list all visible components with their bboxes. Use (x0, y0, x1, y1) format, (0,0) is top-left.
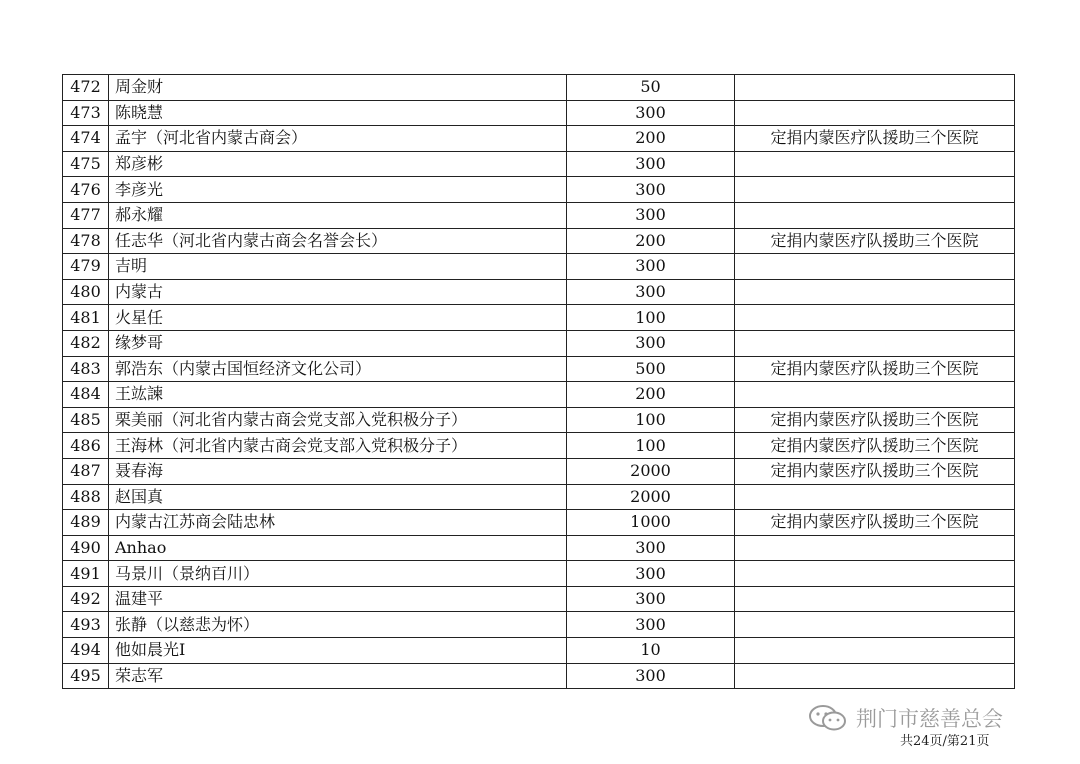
table-row (63, 254, 1015, 280)
table-row (63, 663, 1015, 689)
row-number: 488 (63, 484, 109, 510)
donation-note (735, 382, 1015, 408)
donation-amount: 300 (567, 202, 735, 228)
row-number: 473 (63, 100, 109, 126)
donation-amount: 100 (567, 433, 735, 459)
row-number: 474 (63, 126, 109, 152)
row-number: 491 (63, 561, 109, 587)
donation-note (735, 75, 1015, 101)
donor-name: 他如晨光I (109, 638, 567, 664)
table-row (63, 356, 1015, 382)
donation-amount: 300 (567, 279, 735, 305)
row-number: 495 (63, 663, 109, 689)
donor-name: 赵国真 (109, 484, 567, 510)
donor-name: Anhao (109, 535, 567, 561)
donation-note (735, 586, 1015, 612)
donation-amount: 1000 (567, 510, 735, 536)
table-row (63, 228, 1015, 254)
row-number: 481 (63, 305, 109, 331)
donation-amount: 200 (567, 126, 735, 152)
donation-note (735, 100, 1015, 126)
row-number: 485 (63, 407, 109, 433)
donation-note (735, 279, 1015, 305)
table-row (63, 382, 1015, 408)
donor-name: 栗美丽（河北省内蒙古商会党支部入党积极分子） (109, 407, 567, 433)
donation-note: 定捐内蒙医疗队援助三个医院 (735, 458, 1015, 484)
donation-note (735, 663, 1015, 689)
donation-amount: 50 (567, 75, 735, 101)
donation-note (735, 177, 1015, 203)
donation-note: 定捐内蒙医疗队援助三个医院 (735, 228, 1015, 254)
donation-amount: 300 (567, 100, 735, 126)
donation-table (62, 74, 1015, 689)
donation-note (735, 535, 1015, 561)
donation-note (735, 484, 1015, 510)
donation-note (735, 561, 1015, 587)
table-row (63, 305, 1015, 331)
donation-note: 定捐内蒙医疗队援助三个医院 (735, 433, 1015, 459)
donation-amount: 100 (567, 305, 735, 331)
row-number: 492 (63, 586, 109, 612)
row-number: 490 (63, 535, 109, 561)
row-number: 475 (63, 151, 109, 177)
donor-name: 孟宇（河北省内蒙古商会） (109, 126, 567, 152)
table-row (63, 433, 1015, 459)
table-row (63, 535, 1015, 561)
row-number: 480 (63, 279, 109, 305)
row-number: 482 (63, 330, 109, 356)
donation-note: 定捐内蒙医疗队援助三个医院 (735, 126, 1015, 152)
donor-name: 吉明 (109, 254, 567, 280)
donor-name: 周金财 (109, 75, 567, 101)
donor-name: 王竑諫 (109, 382, 567, 408)
donation-note: 定捐内蒙医疗队援助三个医院 (735, 510, 1015, 536)
donation-amount: 100 (567, 407, 735, 433)
donation-amount: 300 (567, 177, 735, 203)
donor-name: 内蒙古 (109, 279, 567, 305)
table-row (63, 100, 1015, 126)
donor-name: 张静（以慈悲为怀） (109, 612, 567, 638)
donation-amount: 300 (567, 535, 735, 561)
donor-name: 任志华（河北省内蒙古商会名誉会长） (109, 228, 567, 254)
table-row (63, 484, 1015, 510)
donor-name: 温建平 (109, 586, 567, 612)
donor-name: 马景川（景纳百川） (109, 561, 567, 587)
row-number: 493 (63, 612, 109, 638)
donor-name: 郭浩东（内蒙古国恒经济文化公司） (109, 356, 567, 382)
donation-note: 定捐内蒙医疗队援助三个医院 (735, 356, 1015, 382)
donor-name: 缘梦哥 (109, 330, 567, 356)
donation-note (735, 330, 1015, 356)
donor-name: 火星任 (109, 305, 567, 331)
table-row (63, 202, 1015, 228)
donor-name: 王海林（河北省内蒙古商会党支部入党积极分子） (109, 433, 567, 459)
donor-name: 聂春海 (109, 458, 567, 484)
table-row (63, 330, 1015, 356)
donation-note (735, 151, 1015, 177)
row-number: 489 (63, 510, 109, 536)
donation-amount: 300 (567, 254, 735, 280)
table-row (63, 510, 1015, 536)
row-number: 484 (63, 382, 109, 408)
table-row (63, 638, 1015, 664)
donation-amount: 500 (567, 356, 735, 382)
donation-amount: 10 (567, 638, 735, 664)
donor-name: 荣志军 (109, 663, 567, 689)
donation-amount: 300 (567, 561, 735, 587)
donation-amount: 200 (567, 228, 735, 254)
table-row (63, 407, 1015, 433)
row-number: 478 (63, 228, 109, 254)
donation-note (735, 638, 1015, 664)
table-row (63, 177, 1015, 203)
table-row (63, 586, 1015, 612)
donor-name: 内蒙古江苏商会陆忠林 (109, 510, 567, 536)
wechat-icon (808, 703, 848, 733)
donation-amount: 200 (567, 382, 735, 408)
donation-amount: 300 (567, 663, 735, 689)
table-row (63, 561, 1015, 587)
row-number: 486 (63, 433, 109, 459)
row-number: 477 (63, 202, 109, 228)
row-number: 472 (63, 75, 109, 101)
donation-table-body (63, 75, 1015, 689)
donor-name: 李彦光 (109, 177, 567, 203)
donation-amount: 300 (567, 612, 735, 638)
row-number: 479 (63, 254, 109, 280)
table-row (63, 75, 1015, 101)
table-row (63, 126, 1015, 152)
donor-name: 郑彦彬 (109, 151, 567, 177)
donation-amount: 300 (567, 586, 735, 612)
donation-amount: 2000 (567, 458, 735, 484)
donation-amount: 300 (567, 330, 735, 356)
row-number: 494 (63, 638, 109, 664)
donation-amount: 2000 (567, 484, 735, 510)
table-row (63, 151, 1015, 177)
page-number: 共24页/第21页 (900, 734, 990, 749)
row-number: 476 (63, 177, 109, 203)
donation-note: 定捐内蒙医疗队援助三个医院 (735, 407, 1015, 433)
donation-note (735, 305, 1015, 331)
donation-note (735, 612, 1015, 638)
table-row (63, 279, 1015, 305)
donation-note (735, 254, 1015, 280)
row-number: 487 (63, 458, 109, 484)
table-row (63, 458, 1015, 484)
table-row (63, 612, 1015, 638)
donor-name: 陈晓慧 (109, 100, 567, 126)
donation-note (735, 202, 1015, 228)
row-number: 483 (63, 356, 109, 382)
watermark-text: 荆门市慈善总会 (856, 707, 1003, 731)
donor-name: 郝永耀 (109, 202, 567, 228)
donation-amount: 300 (567, 151, 735, 177)
